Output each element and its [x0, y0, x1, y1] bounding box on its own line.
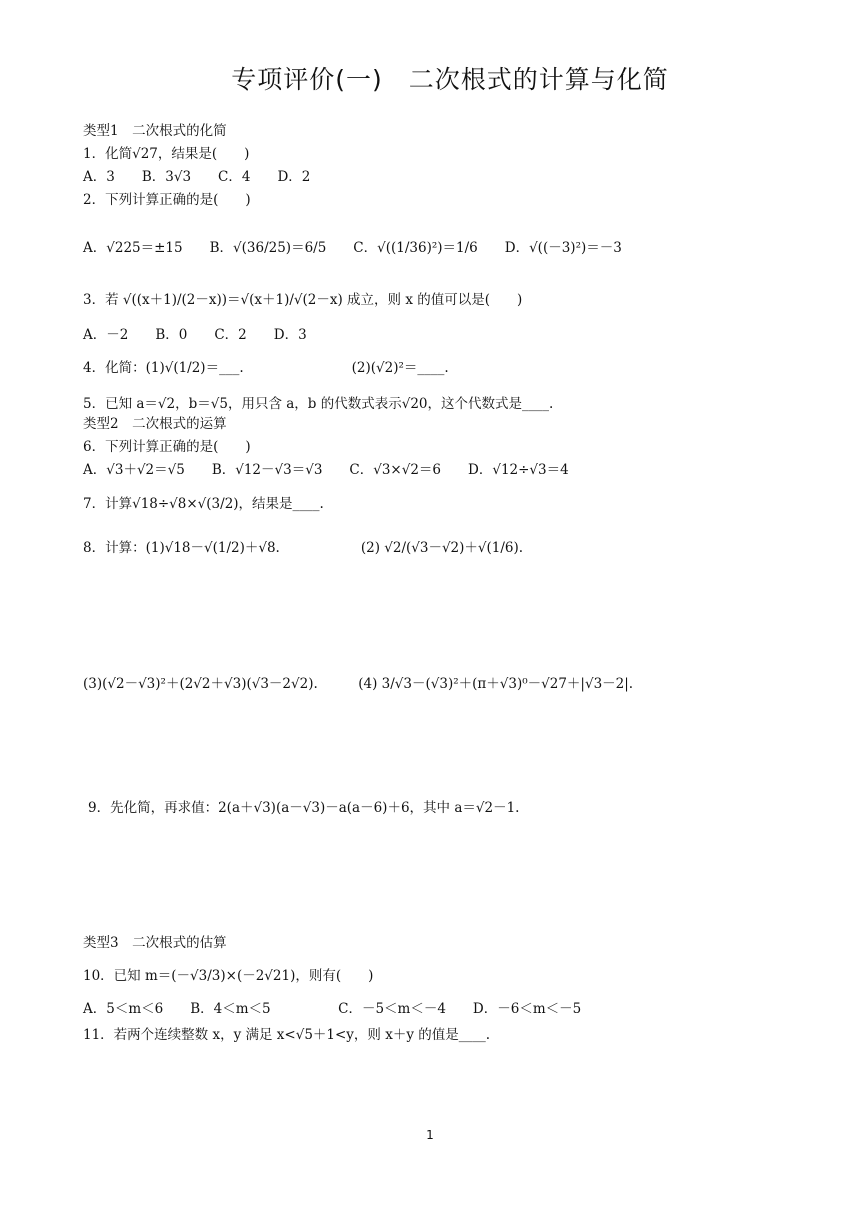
page-title: 专项评价(一) 二次根式的计算与化简: [231, 65, 669, 94]
question-11: 11．若两个连续整数 x，y 满足 x<√5＋1<y，则 x＋y 的值是____.: [83, 1027, 491, 1043]
section-heading-type2: 类型2 二次根式的运算: [83, 416, 227, 432]
question-6-options: A．√3＋√2＝√5 B．√12－√3＝√3 C．√3×√2＝6 D．√12÷√3＝4: [83, 462, 569, 478]
section-heading-type3: 类型3 二次根式的估算: [83, 935, 227, 951]
question-2-options: A．√225＝±15 B．√(36/25)＝6/5 C．√((1/36)²)＝1/6 D．√((－3)²)＝－3: [83, 240, 622, 256]
question-6: 6．下列计算正确的是( ): [83, 439, 251, 455]
question-1-options: A．3 B．3√3 C．4 D．2: [83, 169, 311, 185]
question-2: 2．下列计算正确的是( ): [83, 192, 251, 208]
question-10: 10．已知 m＝(－√3/3)×(－2√21)，则有( ): [83, 968, 374, 984]
page-number: 1: [426, 1128, 434, 1142]
question-9: 9．先化简，再求值：2(a＋√3)(a－√3)－a(a－6)＋6，其中 a＝√2－1.: [88, 800, 520, 816]
question-1: 1．化简√27，结果是( ): [83, 146, 250, 162]
question-4: 4．化简：(1)√(1/2)＝___. (2)(√2)²＝____.: [83, 360, 449, 376]
question-3: 3．若 √((x＋1)/(2－x))＝√(x＋1)/√(2－x) 成立，则 x 的值可以是( ): [83, 292, 523, 308]
question-10-options: A．5＜m＜6 B．4＜m＜5 C．－5＜m＜－4 D．－6＜m＜－5: [83, 1001, 582, 1017]
question-8-parts-3-4: (3)(√2－√3)²＋(2√2＋√3)(√3－2√2). (4) 3/√3－(√3)²＋(π＋√3)⁰－√27＋|√3－2|.: [83, 676, 634, 692]
question-7: 7．计算√18÷√8×√(3/2)，结果是____.: [83, 496, 324, 512]
question-5: 5．已知 a＝√2，b＝√5，用只含 a，b 的代数式表示√20，这个代数式是____.: [83, 396, 554, 412]
question-3-options: A．－2 B．0 C．2 D．3: [83, 327, 307, 343]
question-8: 8．计算：(1)√18－√(1/2)＋√8. (2) √2/(√3－√2)＋√(1/6).: [83, 540, 524, 556]
section-heading-type1: 类型1 二次根式的化简: [83, 123, 227, 139]
